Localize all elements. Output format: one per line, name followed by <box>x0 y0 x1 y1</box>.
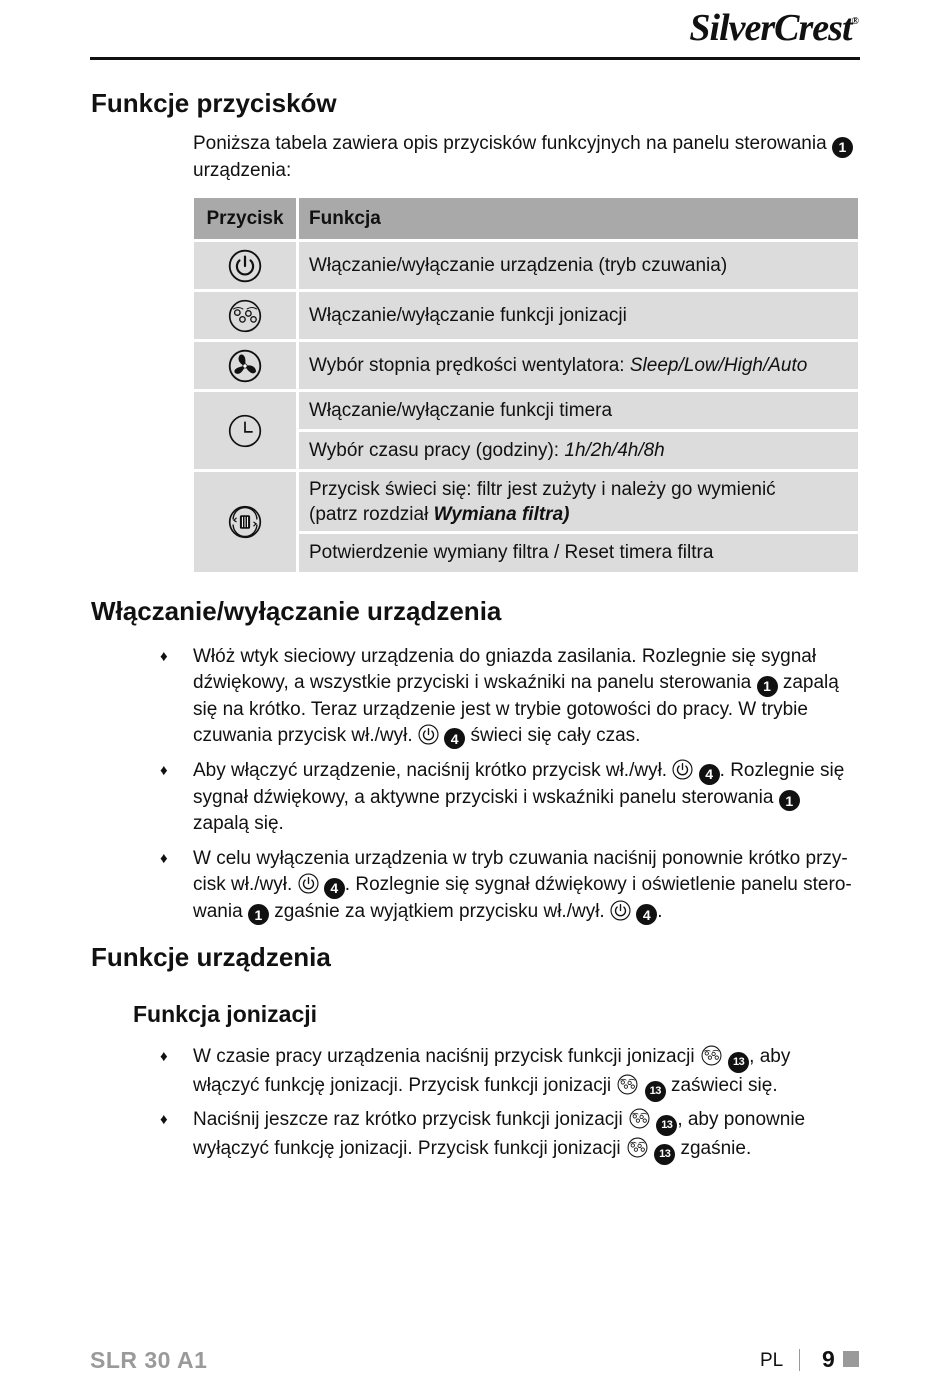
power-icon <box>228 249 262 283</box>
table-cell-function: Wybór stopnia prędkości wentylatora: Sleep/Low/High/Auto <box>299 342 858 392</box>
table-row <box>194 292 858 342</box>
ref-badge: 13 <box>654 1144 675 1165</box>
bullet-marker: ♦ <box>160 762 168 779</box>
table-row <box>194 242 858 292</box>
footer-language: PL <box>760 1350 784 1371</box>
table-cell-function: Włączanie/wyłączanie funkcji jonizacji <box>299 292 858 342</box>
ionizer-icon <box>628 1108 651 1129</box>
ref-badge: 4 <box>699 764 720 785</box>
list-item: Włóż wtyk sieciowy urządzenia do gniazda zasilania. Rozlegnie się sygnał dźwiękowy, a wszystkie przyciski i wskaźniki na panelu sterowania 1 zapalą się na krótko. Teraz urządzenie jest w trybie gotowości do pracy. W trybie czuwania przycisk wł./wył. 4 świeci się cały czas. <box>193 644 853 749</box>
bullet-marker: ♦ <box>160 1048 168 1065</box>
page-number: 9 <box>822 1346 835 1372</box>
bullet-marker: ♦ <box>160 648 168 665</box>
section-title-device: Funkcje urządzenia <box>91 942 331 972</box>
ref-badge: 4 <box>444 728 465 749</box>
table-row <box>194 472 858 534</box>
table-cell-function: Przycisk świeci się: filtr jest zużyty i należy go wymienić (patrz rozdział Wymiana filtra) <box>299 472 858 534</box>
table-cell-function: Wybór czasu pracy (godziny): 1h/2h/4h/8h <box>299 432 858 472</box>
header-rule <box>90 57 860 60</box>
list-item: Naciśnij jeszcze raz krótko przycisk funkcji jonizacji 13 , aby ponownie wyłączyć funkcję jonizacji. Przycisk funkcji jonizacji 13 zgaśnie. <box>193 1107 853 1165</box>
table-row <box>194 342 858 392</box>
footer-divider <box>799 1349 800 1371</box>
table-header-row <box>194 198 858 242</box>
footer-square-icon <box>843 1351 859 1367</box>
ref-badge: 4 <box>636 904 657 925</box>
table-cell-function: Włączanie/wyłączanie urządzenia (tryb czuwania) <box>299 242 858 292</box>
ref-badge: 13 <box>645 1081 666 1102</box>
ref-badge: 1 <box>779 790 800 811</box>
ionizer-icon <box>626 1137 649 1158</box>
filter-icon <box>228 505 262 539</box>
bullet-marker: ♦ <box>160 1111 168 1128</box>
ref-badge: 1 <box>757 676 778 697</box>
list-item: Aby włączyć urządzenie, naciśnij krótko przycisk wł./wył. 4 . Rozlegnie się sygnał dźwiękowy, a aktywne przyciski i wskaźniki panelu sterowania 1 zapalą się. <box>193 760 845 834</box>
section-title-buttons: Funkcje przycisków <box>91 88 337 118</box>
table-row <box>194 392 858 432</box>
list-item: W celu wyłączenia urządzenia w tryb czuwania naciśnij ponownie krótko przy-cisk wł./wył. 4 . Rozlegnie się sygnał dźwiękowy i oświetlenie panelu stero-wania 1 zgaśnie za wyjątkiem przycisku wł./wył. 4 . <box>193 846 853 925</box>
intro-paragraph: Poniższa tabela zawiera opis przycisków funkcyjnych na panelu sterowania 1 urządzenia: <box>193 131 853 184</box>
subsection-title-ionization: Funkcja jonizacji <box>133 1001 318 1027</box>
table-cell-function: Włączanie/wyłączanie funkcji timera <box>299 392 858 432</box>
power-icon <box>418 724 439 745</box>
ref-badge: 1 <box>832 137 853 158</box>
ref-badge: 13 <box>656 1115 677 1136</box>
table-cell-function: Potwierdzenie wymiany filtra / Reset timera filtra <box>299 534 858 575</box>
ref-badge: 13 <box>728 1052 749 1073</box>
column-header-button: Przycisk <box>194 198 299 242</box>
footer-model: SLR 30 A1 <box>90 1347 208 1373</box>
ionizer-icon <box>616 1074 639 1095</box>
brand-logo: SilverCrest® <box>689 7 858 49</box>
power-icon <box>298 873 319 894</box>
bullet-marker: ♦ <box>160 850 168 867</box>
ionizer-icon <box>700 1045 723 1066</box>
column-header-function: Funkcja <box>299 198 858 242</box>
power-icon <box>672 759 693 780</box>
list-item: W czasie pracy urządzenia naciśnij przycisk funkcji jonizacji 13 , aby włączyć funkcję jonizacji. Przycisk funkcji jonizacji 13 zaświeci się. <box>193 1044 853 1102</box>
ref-badge: 1 <box>248 904 269 925</box>
button-function-table <box>194 198 858 575</box>
fan-icon <box>228 349 262 383</box>
ref-badge: 4 <box>324 878 345 899</box>
power-icon <box>610 900 631 921</box>
ionizer-icon <box>228 299 262 333</box>
section-title-onoff: Włączanie/wyłączanie urządzenia <box>91 596 502 626</box>
timer-icon <box>228 414 262 448</box>
